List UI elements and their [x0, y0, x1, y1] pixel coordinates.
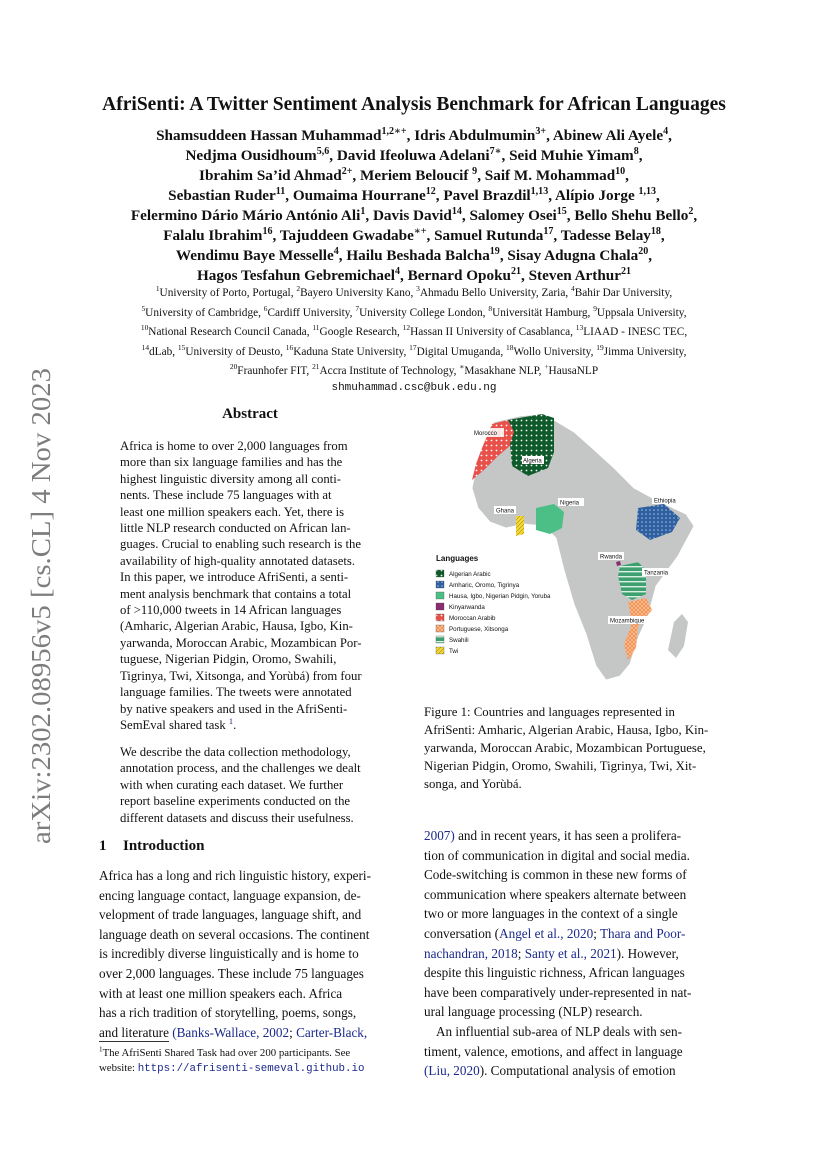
legend-label: Swahili: [449, 637, 469, 644]
affiliation-name: University of Porto, Portugal,: [159, 287, 297, 299]
author-name: Hagos Tesfahun Gebremichael: [196, 267, 395, 284]
author-name: Ibrahim Sa’id Ahmad: [199, 167, 342, 184]
abstract-line: least one million speakers each. Yet, there is: [120, 504, 345, 519]
affiliation-mark: 18: [506, 343, 514, 353]
author-affiliation-mark: 4: [333, 245, 339, 257]
author-line: [0, 126, 828, 146]
affiliation-name: Kaduna State University,: [293, 345, 410, 358]
citation-link[interactable]: (Liu, 2020: [424, 1063, 480, 1079]
author-affiliation-mark: 14: [451, 205, 462, 217]
affiliation-mark: 6: [263, 303, 268, 313]
legend-title: Languages: [436, 554, 479, 563]
legend-label: Hausa, Igbo, Nigerian Pidgin, Yoruba: [449, 593, 551, 600]
abstract-paragraph-2: [120, 744, 380, 826]
legend-swatch-dots-red-icon: [436, 614, 444, 621]
intro-line-text: ;: [517, 945, 525, 961]
author-name: , Tadesse Belay: [553, 227, 651, 244]
affiliation-mark: 3: [416, 284, 420, 294]
madagascar-landmass: [668, 614, 688, 658]
map-legend: [436, 554, 551, 655]
author-name: ,: [625, 167, 629, 184]
intro-line: [424, 865, 730, 885]
intro-line: [424, 846, 730, 866]
abstract-heading: Abstract: [222, 406, 278, 422]
author-name: ,: [693, 207, 698, 224]
map-label-ethiopia: Ethiopia: [654, 498, 676, 505]
affiliation-mark: 11: [312, 323, 320, 333]
author-name: Felermino Dário Mário António Ali: [130, 207, 361, 224]
author-name: , Abinew Ali Ayele: [546, 127, 664, 144]
intro-line-text: ). However,: [616, 945, 679, 961]
affiliation-mark: 7: [355, 303, 360, 313]
affiliation-name: Universität Hamburg,: [492, 306, 594, 319]
intro-line: language death on several occasions. The continent: [99, 926, 370, 942]
intro-line: [424, 1061, 730, 1081]
author-affiliation-mark: 12: [425, 185, 436, 197]
author-line: [0, 226, 828, 246]
footnote: [99, 1046, 404, 1077]
author-name: , Seid Muhie Yimam: [501, 147, 634, 164]
intro-line: [424, 904, 730, 924]
abstract-line: with when curating each dataset. We further: [120, 777, 344, 792]
author-name: , Sisay Adugna Chala: [499, 247, 639, 264]
affiliation-mark: 19: [596, 343, 604, 353]
affiliation-line: [0, 343, 828, 362]
caption-line: Figure 1: Countries and languages represented in: [424, 705, 675, 719]
map-label-tanzania: Tanzania: [644, 570, 669, 577]
affiliation-mark: 14: [141, 343, 150, 353]
section-title: Introduction: [123, 838, 205, 854]
author-affiliation-mark: 19: [489, 245, 500, 257]
abstract-line: yarwanda, Moroccan Arabic, Mozambican Por-: [120, 635, 362, 650]
author-affiliation-mark: 16: [262, 225, 273, 237]
intro-line-text: have been comparatively under-represented in nat-: [424, 984, 692, 1000]
intro-line-text: ;: [593, 925, 600, 941]
abstract-paragraph-1: [120, 438, 380, 733]
intro-line-text: and literature: [99, 1024, 173, 1040]
intro-line: [424, 983, 730, 1003]
author-affiliation-mark: 17: [543, 225, 554, 237]
abstract-line: of >110,000 tweets in 14 African languages: [120, 603, 342, 618]
legend-swatch-grid-orange-icon: [436, 625, 444, 632]
intro-line: [424, 944, 730, 964]
intro-right-paragraph-2: [424, 1022, 730, 1081]
citation-link[interactable]: Thara and Poor-: [599, 925, 686, 941]
intro-line-text: and in recent years, it has seen a prolifera-: [454, 828, 682, 843]
citation-link[interactable]: Carter-Black,: [296, 1024, 368, 1040]
footnote-text-2: website:: [99, 1062, 138, 1074]
author-affiliation-mark: 21: [621, 265, 632, 277]
affiliation-name: Ahmadu Bello University, Zaria,: [419, 287, 571, 299]
intro-line: [424, 924, 730, 944]
affiliation-name: Fraunhofer FIT,: [237, 365, 313, 378]
section-number: 1: [99, 838, 107, 854]
abstract-line-end: .: [233, 717, 237, 732]
author-name: , Alípio Jorge: [548, 187, 639, 204]
affiliation-mark: 12: [402, 323, 411, 333]
legend-label: Portuguese, Xitsonga: [449, 626, 509, 633]
abstract-line: (Amharic, Algerian Arabic, Hausa, Igbo, Kin-: [120, 619, 353, 634]
affiliation-mark: 17: [409, 343, 417, 353]
footnote-mark: 1: [99, 1045, 103, 1054]
affiliation-name: Hassan II University of Casablanca,: [410, 326, 576, 339]
author-name: Nedjma Ousidhoum: [185, 147, 317, 164]
intro-line-text: communication where speakers alternate between: [424, 886, 687, 902]
author-name: Falalu Ibrahim: [163, 227, 263, 244]
affiliation-mark: 9: [593, 303, 597, 313]
author-name: , Idris Abdulmumin: [406, 127, 536, 144]
africa-landmass: [472, 414, 694, 680]
affiliation-line: [0, 304, 828, 323]
affiliation-name: HausaNLP: [548, 365, 599, 378]
intro-line: is incredibly diverse linguistically and is home to: [99, 946, 359, 962]
map-label-ghana: Ghana: [496, 508, 515, 515]
affiliation-name: University College London,: [359, 306, 489, 319]
author-name: , Davis David: [365, 207, 452, 224]
author-affiliation-mark: 5,6: [316, 145, 330, 157]
footnote-url-link[interactable]: https://afrisenti-semeval.github.io: [137, 1063, 365, 1075]
affiliation-mark: 2: [296, 284, 301, 294]
intro-line-text: conversation (: [424, 925, 500, 941]
author-affiliation-mark: 1: [360, 205, 366, 217]
author-name: , Hailu Beshada Balcha: [338, 247, 490, 264]
abstract-line: by native speakers and used in the AfriSenti-: [120, 701, 348, 716]
author-name: , David Ifeoluwa Adelani: [329, 147, 490, 164]
author-name: , Steven Arthur: [521, 267, 621, 284]
author-line: [0, 206, 828, 226]
affiliation-name: Cardiff University,: [267, 306, 356, 319]
affiliation-mark: 4: [571, 284, 575, 294]
affiliation-name: University of Cambridge,: [145, 306, 264, 319]
intro-right-column: [424, 826, 730, 1022]
author-name: , Samuel Rutunda: [426, 227, 544, 244]
affiliation-name: University of Deusto,: [185, 345, 286, 358]
intro-line: [99, 1023, 404, 1043]
section-heading-introduction: [99, 838, 204, 855]
affiliation-name: Bahir Dar University,: [574, 287, 673, 299]
intro-line: [424, 885, 730, 905]
legend-label: Twi: [449, 648, 459, 655]
author-name: , Saif M. Mohammad: [477, 167, 616, 184]
author-line: [0, 146, 828, 166]
caption-line: songa, and Yorùbá.: [424, 777, 522, 791]
author-name: ,: [638, 147, 643, 164]
author-line: [0, 166, 828, 186]
author-affiliation-mark: 4: [663, 125, 669, 137]
abstract-line: We describe the data collection methodology,: [120, 745, 351, 759]
author-line: [0, 266, 828, 286]
author-affiliation-mark: 8: [633, 145, 639, 157]
author-affiliation-mark: 2+: [341, 165, 353, 177]
intro-line: Africa has a long and rich linguistic history, experi-: [99, 868, 371, 883]
affiliation-name: Masakhane NLP,: [464, 365, 545, 378]
map-label-nigeria: Nigeria: [560, 500, 580, 507]
caption-line: AfriSenti: Amharic, Algerian Arabic, Hausa, Igbo, Kin-: [424, 723, 709, 737]
intro-line-text: tion of communication in digital and social media.: [424, 847, 690, 863]
author-name: , Salomey Osei: [461, 207, 557, 224]
abstract-line: annotation process, and the challenges we dealt: [120, 761, 361, 776]
abstract-line-text: SemEval shared task: [120, 717, 226, 732]
author-name: , Meriem Beloucif: [352, 167, 473, 184]
abstract-line: more than six language families and has the: [120, 455, 343, 470]
intro-line-text: ). Computational analysis of emotion: [479, 1063, 676, 1079]
citation-link[interactable]: nachandran, 2018: [424, 945, 518, 961]
legend-label: Amharic, Oromo, Tigrinya: [449, 582, 520, 589]
intro-line: with at least one million speakers each. Africa: [99, 985, 343, 1001]
affiliation-name: Bayero University Kano,: [300, 287, 417, 299]
author-affiliation-mark: 2: [688, 205, 694, 217]
intro-line: has a rich tradition of storytelling, poems, songs,: [99, 1005, 357, 1021]
abstract-line: availability of high-quality annotated datasets.: [120, 553, 356, 568]
author-affiliation-mark: 15: [556, 205, 567, 217]
author-line: [0, 246, 828, 266]
legend-label: Kinyarwanda: [449, 604, 485, 611]
author-name: Sebastian Ruder: [168, 187, 276, 204]
abstract-line: nents. These include 75 languages with at: [120, 488, 332, 503]
legend-swatch-dots-blue-icon: [436, 581, 444, 588]
abstract-line: Tigrinya, Twi, Xitsonga, and Yorùbá) from four: [120, 668, 362, 683]
legend-swatch-hatch-yellow-icon: [436, 647, 444, 654]
abstract-line: ment analysis benchmark that contains a total: [120, 586, 352, 601]
abstract-line: [120, 717, 380, 733]
abstract-line: different datasets and discuss their usefulness.: [120, 810, 354, 825]
intro-line-text: ural language processing (NLP) research.: [424, 1004, 643, 1020]
affiliation-name: Digital Umuganda,: [416, 345, 507, 358]
legend-swatch-stripes-green-icon: [436, 636, 444, 643]
author-affiliation-mark: 4: [395, 265, 401, 277]
legend-swatch-solid-purple-icon: [436, 603, 444, 610]
contact-email[interactable]: shmuhammad.csc@buk.edu.ng: [331, 382, 497, 394]
affiliation-name: LIAAD - INESC TEC,: [583, 326, 688, 339]
intro-line-text: ;: [289, 1024, 297, 1040]
affiliation-mark: 1: [155, 284, 160, 294]
author-name: , Tajuddeen Gwadabe: [272, 227, 414, 244]
figure-1-caption: [424, 703, 730, 793]
author-affiliation-mark: 1,13: [530, 185, 549, 197]
affiliation-name: Wollo University,: [513, 345, 597, 358]
author-affiliation-mark: 3+: [535, 125, 547, 137]
author-affiliation-mark: 11: [275, 185, 286, 197]
author-affiliation-mark: ∗+: [413, 225, 427, 237]
legend-label: Moroccan Arabib: [449, 615, 496, 622]
affiliation-name: Accra Institute of Technology,: [319, 365, 460, 378]
algeria-region: [508, 414, 554, 476]
footnote-text: The AfriSenti Shared Task had over 200 participants. See: [102, 1047, 351, 1059]
caption-line: yarwanda, Moroccan Arabic, Mozambican Portuguese,: [424, 741, 706, 755]
author-affiliation-mark: 20: [638, 245, 649, 257]
abstract-line: Africa is home to over 2,000 languages from: [120, 439, 348, 453]
author-name: ,: [660, 227, 665, 244]
citation-link[interactable]: Angel et al., 2020: [499, 925, 594, 941]
intro-line: [424, 1042, 730, 1062]
legend-swatch-solid-green-icon: [436, 592, 444, 599]
affiliation-name: National Research Council Canada,: [148, 326, 313, 339]
author-name: Wendimu Baye Messelle: [175, 247, 334, 264]
affiliation-line: [0, 284, 828, 303]
arxiv-identifier-text: arXiv:2302.08956v5 [cs.CL] 4 Nov 2023: [26, 397, 56, 844]
intro-line-text: timent, valence, emotions, and affect in language: [424, 1043, 683, 1059]
author-name: ,: [648, 247, 653, 264]
author-name: , Pavel Brazdil: [435, 187, 531, 204]
intro-line: encing language contact, language expansion, de-: [99, 887, 361, 903]
footnote-ref-link[interactable]: 1: [228, 716, 234, 726]
africa-language-map-figure: [424, 408, 730, 698]
intro-line: [424, 826, 730, 846]
footnote-divider: [99, 1041, 169, 1042]
affiliation-mark: 16: [285, 343, 294, 353]
abstract-line: In this paper, we introduce AfriSenti, a senti-: [120, 570, 349, 585]
affiliation-mark: 20: [229, 362, 238, 372]
affiliation-name: dLab,: [149, 345, 178, 358]
citation-link[interactable]: 2007): [424, 828, 455, 843]
intro-line: [424, 1002, 730, 1022]
affiliation-mark: ∗: [459, 362, 465, 372]
intro-line-text: two or more languages in the context of a single: [424, 906, 678, 922]
intro-line-text: despite this linguistic richness, African languages: [424, 965, 685, 981]
author-name: ,: [668, 127, 672, 144]
abstract-line: highest linguistic diversity among all conti-: [120, 471, 341, 486]
paper-title: AfriSenti: A Twitter Sentiment Analysis Benchmark for African Languages: [102, 94, 726, 115]
abstract-line: guages. Crucial to enabling such research is the: [120, 537, 361, 552]
map-label-algeria: Algeria: [523, 458, 542, 465]
intro-line-text: Code-switching is common in these new forms of: [424, 867, 687, 883]
affiliation-mark: 21: [312, 362, 320, 372]
author-name: , Bernard Opoku: [400, 267, 511, 284]
map-label-mozambique: Mozambique: [610, 618, 645, 625]
ghana-region: [516, 516, 524, 536]
caption-line: Nigerian Pidgin, Oromo, Swahili, Tigrinya, Twi, Xit-: [424, 759, 697, 773]
affiliation-name: Jimma University,: [603, 345, 687, 358]
legend-label: Algerian Arabic: [449, 571, 491, 578]
affiliation-line: [0, 323, 828, 342]
author-name: , Bello Shehu Bello: [566, 207, 689, 224]
author-affiliation-mark: 18: [650, 225, 661, 237]
affiliation-mark: +: [544, 362, 549, 372]
affiliation-mark: 13: [575, 323, 584, 333]
affiliation-mark: 5: [141, 303, 146, 313]
author-affiliation-mark: 9: [472, 165, 478, 177]
author-name: , Oumaima Hourrane: [285, 187, 426, 204]
citation-link[interactable]: (Banks-Wallace, 2002: [172, 1024, 290, 1040]
abstract-line: tuguese, Nigerian Pidgin, Oromo, Swahili,: [120, 652, 337, 667]
author-affiliation-mark: 21: [511, 265, 522, 277]
intro-line: [424, 1022, 730, 1042]
affiliation-name: Uppsala University,: [596, 306, 687, 319]
abstract-line: language families. The tweets were annotated: [120, 685, 352, 700]
author-affiliation-mark: 10: [615, 165, 626, 177]
author-affiliation-mark: 1,2∗+: [381, 125, 407, 137]
affiliation-mark: 8: [488, 303, 493, 313]
author-affiliation-mark: 1,13: [638, 185, 657, 197]
author-line: [0, 186, 828, 206]
author-name: ,: [656, 187, 660, 204]
citation-link[interactable]: Santy et al., 2021: [524, 945, 617, 961]
author-name: Shamsuddeen Hassan Muhammad: [156, 127, 382, 144]
legend-swatch-dots-dark-green-icon: [436, 570, 444, 577]
affiliation-mark: 15: [177, 343, 186, 353]
intro-left-column: [99, 866, 404, 1042]
affiliation-name: Google Research,: [319, 326, 403, 339]
affiliation-mark: 10: [140, 323, 149, 333]
arxiv-identifier-stamp: [18, 368, 60, 844]
abstract-line: little NLP research conducted on African lan-: [120, 521, 351, 536]
map-label-rwanda: Rwanda: [600, 554, 623, 561]
intro-line: [424, 963, 730, 983]
affiliation-line: [0, 362, 828, 381]
intro-line-text: An influential sub-area of NLP deals with sen-: [436, 1024, 682, 1039]
abstract-line: report baseline experiments conducted on the: [120, 794, 351, 809]
intro-line: velopment of trade languages, language shift, and: [99, 907, 362, 923]
map-label-morocco: Morocco: [474, 431, 498, 437]
author-affiliation-mark: 7∗: [489, 145, 502, 157]
intro-line: over 2,000 languages. These include 75 languages: [99, 965, 364, 981]
